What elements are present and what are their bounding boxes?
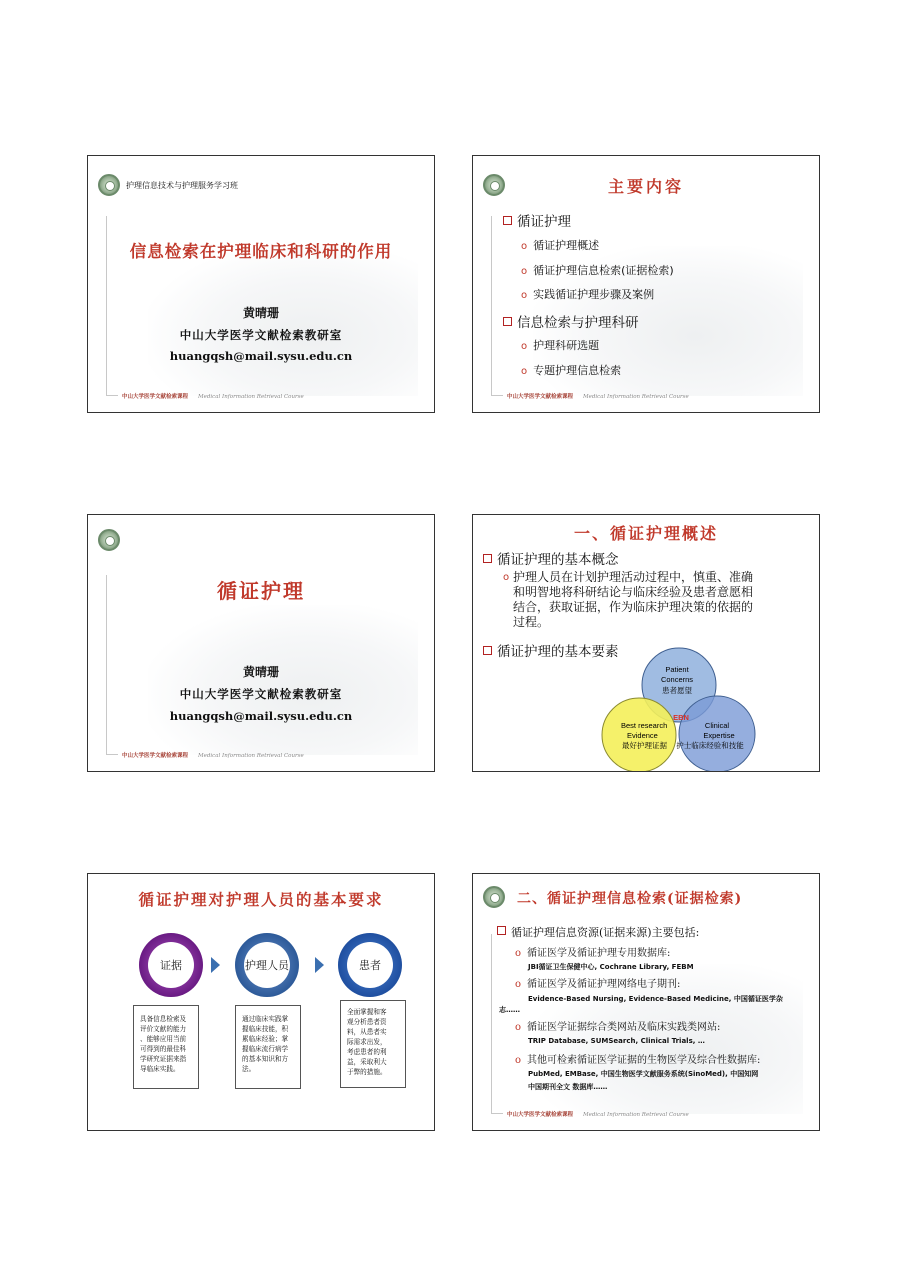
circle-label: 护理人员 [244,942,290,988]
slide-5 [87,873,435,1131]
slide-footer [102,388,414,402]
slide-footer: 中山大学医学文献检索课程 Medical Information Retrieval Course [102,747,414,761]
circle-label: 患者 [347,942,393,988]
author-name: 黄晴珊 [242,306,279,320]
slide-header: 护理信息技术与护理服务学习班 [126,181,238,190]
group-head: o 其他可检索循证医学证据的生物医学及综合性数据库: [515,1055,761,1066]
university-logo-icon [98,174,120,196]
venn-clinical-label-2: Expertise [703,731,735,740]
circle-nurse [235,933,299,997]
group-detail: Evidence-Based Nursing, Evidence-Based Medicine, 中国循证医学杂 [528,995,783,1003]
slide-3 [87,514,435,772]
venn-clinical-label-1: Clinical [704,721,730,730]
bullet-basic-concept: 循证护理的基本概念 [483,548,619,568]
list-item: o 专题护理信息检索 [521,364,622,377]
desc-box-patient: 全面掌握和客 观分析患者资 料，从患者实 际需求出发， 考虑患者的利 益，采取利大 于弊的措施。 [340,1000,406,1088]
section-label: 信息检索与护理科研 [503,311,639,331]
group-head: o 循证医学证据综合类网站及临床实践类网站: [515,1022,721,1033]
circle-patient [338,933,402,997]
venn-evidence-label-3: 最好护理证据 [622,741,667,750]
venn-patient-label-2: Concerns [660,675,694,684]
group-detail: TRIP Database, SUMSearch, Clinical Trials, … [528,1037,705,1045]
arrow-icon [211,957,220,973]
slide-footer: 中山大学医学文献检索课程 Medical Information Retrieval Course [487,388,799,402]
definition-text: o 护理人员在计划护理活动过程中，慎重、准确 和明智地将科研结论与临床经验及患者意愿相 结合，获取证据，作为临床护理决策的依据的 过程。 [503,570,754,629]
venn-evidence-label-1: Best research [621,721,668,730]
slide-footer: 中山大学医学文献检索课程 Medical Information Retrieval Course [487,1106,799,1120]
venn-clinical-label-3: 护士临床经验和技能 [676,741,744,750]
venn-evidence-label-2: Evidence [627,731,658,740]
group-detail: 中国期刊全文 数据库…… [528,1083,608,1091]
arrow-icon [315,957,324,973]
background-decoration [148,605,418,755]
ebn-venn-diagram [597,639,767,772]
list-item: o 实践循证护理步骤及案例 [521,288,655,301]
author-name: 黄晴珊 [242,665,279,679]
university-logo-icon [483,886,505,908]
footer-cn: 中山大学医学文献检索课程 [122,394,189,400]
footer-en: Medical Information Retrieval Course [198,394,304,400]
venn-patient-label-3: 患者愿望 [662,686,692,695]
slide-title: 循证护理对护理人员的基本要求 [138,890,384,909]
group-detail: JBI循证卫生保健中心, Cochrane Library, FEBM [528,963,694,971]
slide-title: 循证护理 [217,579,305,603]
list-item: o 护理科研选题 [521,339,600,352]
slide-title: 信息检索在护理临床和科研的作用 [129,242,393,261]
slide-title: 二、循证护理信息检索(证据检索) [517,891,743,907]
slide-4 [472,514,820,772]
university-logo-icon [98,529,120,551]
organization: 中山大学医学文献检索教研室 [179,687,343,701]
list-item: o 循证护理概述 [521,239,600,252]
section-label: 循证护理 [503,210,571,230]
circle-evidence [139,933,203,997]
venn-patient-label-1: Patient [665,665,689,674]
background-decoration [148,246,418,396]
slide-2 [472,155,820,413]
slide-6 [472,873,820,1131]
desc-box-nurse: 通过临床实践掌 握临床技能，积 累临床经验；掌 握临床流行病学 的基本知识和方 法。 [235,1005,301,1089]
email: huangqsh@mail.sysu.edu.cn [169,709,353,723]
slide-1 [87,155,435,413]
group-head: o 循证医学及循证护理专用数据库: [515,948,671,959]
venn-ebn-label: EBN [673,713,689,722]
circle-label: 证据 [148,942,194,988]
group-detail: PubMed, EMBase, 中国生物医学文献服务系统(SinoMed), 中国知网 [528,1070,759,1078]
desc-box-evidence: 具备信息检索及 评价文献的能力 、能够应用当前 可得到的最佳科 学研究证据来指 导临床实践。 [133,1005,199,1089]
organization: 中山大学医学文献检索教研室 [179,328,343,342]
email: huangqsh@mail.sysu.edu.cn [169,349,353,363]
bullet-basic-elements: 循证护理的基本要素 [483,640,619,660]
list-item: o 循证护理信息检索(证据检索) [521,264,674,277]
slide-title: 主要内容 [607,177,684,196]
group-head: o 循证医学及循证护理网络电子期刊: [515,979,681,990]
bullet-evidence-sources: 循证护理信息资源(证据来源)主要包括: [497,924,699,940]
slide-title: 一、循证护理概述 [573,524,718,543]
group-detail: 志…… [499,1006,520,1014]
